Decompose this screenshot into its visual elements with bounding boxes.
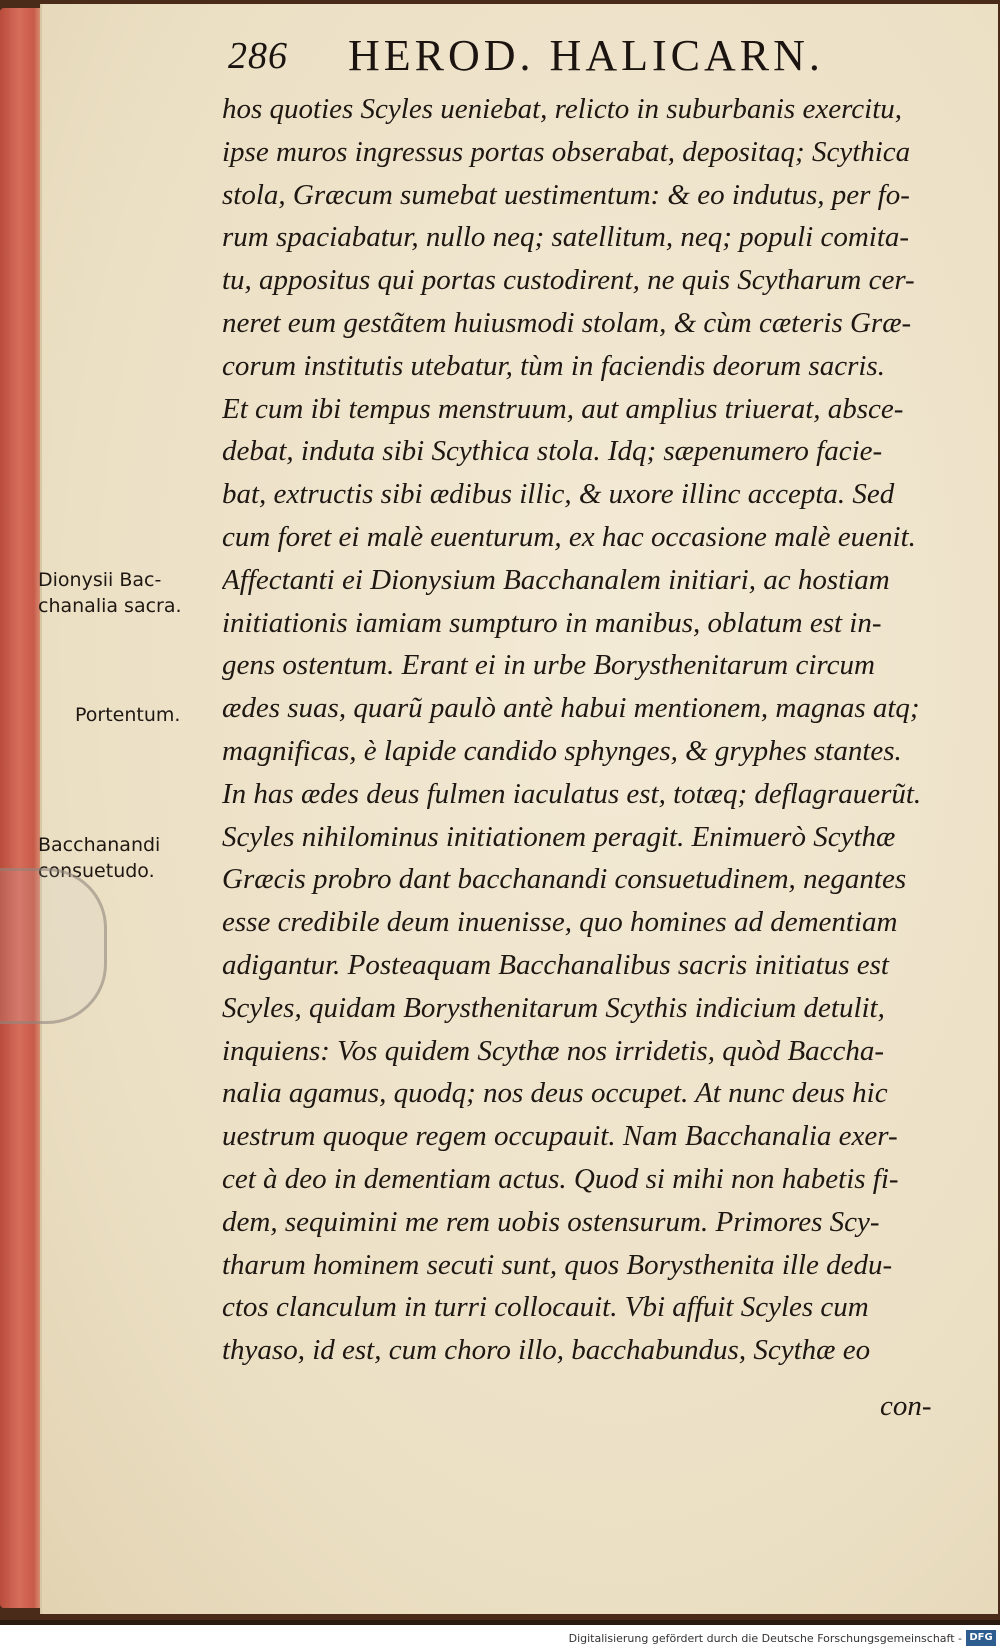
dfg-logo: DFG: [966, 1630, 996, 1646]
margin-note-dionysii: [38, 567, 216, 619]
text-line: neret eum gestãtem huiusmodi stolam, & cùm cæteris Græ-: [222, 306, 912, 339]
text-line: esse credibile deum inuenisse, quo homines ad dementiam: [222, 906, 898, 939]
text-line: adigantur. Posteaquam Bacchanalibus sacris initiatus est: [222, 948, 889, 981]
text-line: ædes suas, quarũ paulò antè habui mentionem, magnas atq;: [222, 692, 920, 725]
text-line: uestrum quoque regem occupauit. Nam Bacchanalia exer-: [222, 1120, 898, 1153]
text-line: inquiens: Vos quidem Scythæ nos irridetis, quòd Baccha-: [222, 1034, 885, 1067]
text-line: Et cum ibi tempus menstruum, aut amplius triuerat, absce-: [222, 392, 904, 425]
margin-note-portentum: [75, 702, 253, 728]
text-line: initiationis iamiam sumpturo in manibus, oblatum est in-: [222, 606, 882, 639]
text-line: stola, Græcum sumebat uestimentum: & eo indutus, per fo-: [222, 178, 910, 211]
text-line: Scyles nihilominus initiationem peragit. Enimuerò Scythæ: [222, 820, 896, 853]
text-line: tu, appositus qui portas custodirent, ne quis Scytharum cer-: [222, 264, 915, 297]
margin-note-line: Dionysii Bac-: [38, 569, 162, 591]
text-line: dem, sequimini me rem uobis ostensurum. Primores Scy-: [222, 1205, 880, 1238]
margin-note-line: Bacchanandi: [38, 834, 161, 856]
text-line: Affectanti ei Dionysium Bacchanalem initiari, ac hostiam: [222, 563, 890, 596]
text-line: hos quoties Scyles ueniebat, relicto in suburbanis exercitu,: [222, 93, 903, 125]
text-line: bat, extructis sibi ædibus illic, & uxore illinc accepta. Sed: [222, 478, 895, 511]
text-line: ipse muros ingressus portas obserabat, depositaq; Scythica: [222, 135, 911, 168]
text-line: In has ædes deus fulmen iaculatus est, totæq; deflagrauerũt.: [222, 777, 922, 810]
text-line: Græcis probro dant bacchanandi consuetudinem, negantes: [222, 863, 907, 896]
text-line: rum spaciabatur, nullo neq; satellitum, neq; populi comita-: [222, 221, 910, 254]
main-text-block: [222, 88, 962, 1372]
text-line: corum institutis utebatur, tùm in faciendis deorum sacris.: [222, 349, 885, 382]
text-line: cet à deo in dementiam actus. Quod si mihi non habetis fi-: [222, 1162, 899, 1195]
text-line: tharum hominem secuti sunt, quos Borysthenita ille dedu-: [222, 1248, 893, 1281]
catchword: con-: [880, 1390, 932, 1422]
text-line: thyaso, id est, cum choro illo, bacchabundus, Scythæ eo: [222, 1334, 871, 1367]
digitization-credit: Digitalisierung gefördert durch die Deutsche Forschungsgemeinschaft -: [568, 1632, 962, 1645]
page-header: [228, 30, 928, 80]
page-number: 286: [228, 35, 288, 77]
text-line: ctos clanculum in turri collocauit. Vbi affuit Scyles cum: [222, 1291, 869, 1324]
margin-note-line: Portentum.: [75, 704, 181, 726]
running-head: HEROD. HALICARN.: [348, 31, 824, 80]
text-line: Scyles, quidam Borysthenitarum Scythis indicium detulit,: [222, 991, 885, 1024]
text-line: magnificas, è lapide candido sphynges, & gryphes stantes.: [222, 734, 902, 767]
margin-note-line: consuetudo.: [38, 860, 155, 882]
margin-note-line: chanalia sacra.: [38, 595, 182, 617]
text-line: cum foret ei malè euenturum, ex hac occasione malè euenit.: [222, 520, 916, 553]
text-line: gens ostentum. Erant ei in urbe Borysthenitarum circum: [222, 649, 875, 682]
text-line: debat, induta sibi Scythica stola. Idq; sæpenumero facie-: [222, 435, 883, 468]
text-line: nalia agamus, quodq; nos deus occupet. At nunc deus hic: [222, 1077, 888, 1110]
paper-clip: [0, 868, 107, 1024]
